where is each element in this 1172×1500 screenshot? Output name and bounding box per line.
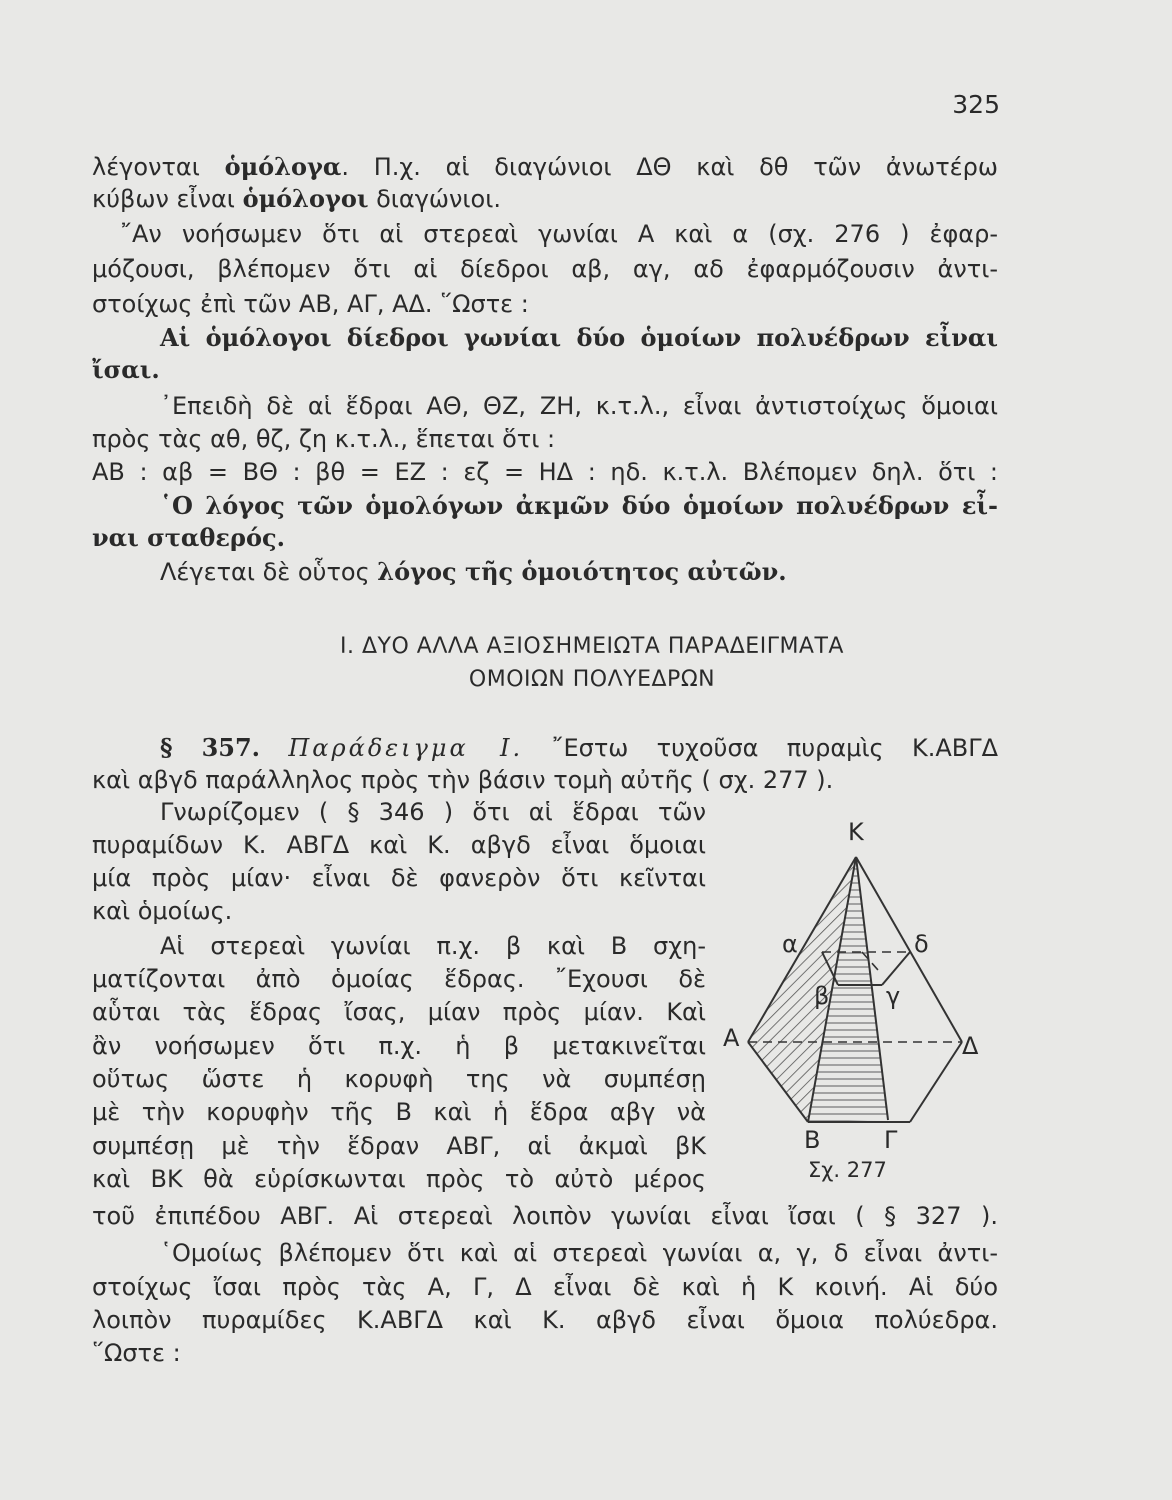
theorem-line: ναι σταθερός. xyxy=(92,523,285,552)
example-line: καὶ αβγδ παράλληλος πρὸς τὴν βάσιν τομὴ αὐτῆς ( σχ. 277 ). xyxy=(92,766,834,794)
label-B: Β xyxy=(804,1126,821,1154)
text-line: μόζουσι, βλέπομεν ὅτι αἱ δίεδροι αβ, αγ, αδ ἐφαρμόζουσιν ἀντι- xyxy=(92,255,998,283)
example-line: συμπέσῃ μὲ τὴν ἕδραν ΑΒΓ, αἱ ἀκμαὶ βΚ xyxy=(92,1132,706,1160)
example-line: τοῦ ἐπιπέδου ΑΒΓ. Αἱ στερεαὶ λοιπὸν γωνίαι εἶναι ἴσαι ( § 327 ). xyxy=(92,1202,998,1230)
text-line: κύβων εἶναι ὁμόλογοι διαγώνιοι. xyxy=(92,184,501,213)
text-line: Λέγεται δὲ οὗτος λόγος τῆς ὁμοιότητος αὐτῶν. xyxy=(160,557,787,586)
example-line: § 357. Παράδειγμα Ι. ῎Εστω τυχοῦσα πυραμὶς Κ.ΑΒΓΔ xyxy=(160,733,998,762)
label-K: Κ xyxy=(848,818,864,846)
label-gamma: γ xyxy=(886,982,901,1010)
theorem-line: ῾Ο λόγος τῶν ὁμολόγων ἀκμῶν δύο ὁμοίων πολυέδρων εἶ- xyxy=(160,491,998,520)
example-line: ἂν νοήσωμεν ὅτι π.χ. ἡ β μετακινεῖται xyxy=(92,1032,706,1060)
pyramid-figure xyxy=(720,812,1000,1162)
text-line: ᾿Επειδὴ δὲ αἱ ἕδραι ΑΘ, ΘΖ, ΖΗ, κ.τ.λ., εἶναι ἀντιστοίχως ὅμοιαι xyxy=(160,392,998,420)
label-delta: δ xyxy=(914,930,929,958)
theorem-line: ἴσαι. xyxy=(92,355,160,384)
example-line: ῞Ωστε : xyxy=(92,1339,181,1367)
example-line: οὕτως ὥστε ἡ κορυφὴ της νὰ συμπέσῃ xyxy=(92,1065,706,1093)
example-line: πυραμίδων Κ. ΑΒΓΔ καὶ Κ. αβγδ εἶναι ὅμοιαι xyxy=(92,831,706,859)
text-line: ΑΒ : αβ = ΒΘ : βθ = ΕΖ : εζ = ΗΔ : ηδ. κ.τ.λ. Βλέπομεν δηλ. ὅτι : xyxy=(92,458,998,486)
figure-caption: Σχ. 277 xyxy=(808,1158,887,1182)
label-beta: β xyxy=(814,982,830,1010)
example-line: ματίζονται ἀπὸ ὁμοίας ἕδρας. ῎Εχουσι δὲ xyxy=(92,965,706,993)
label-A: Α xyxy=(723,1024,740,1052)
label-G: Γ xyxy=(884,1126,898,1154)
label-alpha: α xyxy=(782,930,798,958)
example-line: καὶ ΒΚ θὰ εὑρίσκωνται πρὸς τὸ αὐτὸ μέρος xyxy=(92,1165,706,1193)
example-line: καὶ ὁμοίως. xyxy=(92,897,233,925)
theorem-line: Αἱ ὁμόλογοι δίεδροι γωνίαι δύο ὁμοίων πολυέδρων εἶναι xyxy=(160,323,998,352)
example-line: Γνωρίζομεν ( § 346 ) ὅτι αἱ ἕδραι τῶν xyxy=(160,798,706,826)
text-line: λέγονται ὁμόλογα. Π.χ. αἱ διαγώνιοι ΔΘ καὶ δθ τῶν ἀνωτέρω xyxy=(92,152,998,181)
label-D: Δ xyxy=(962,1032,979,1060)
example-line: στοίχως ἴσαι πρὸς τὰς Α, Γ, Δ εἶναι δὲ καὶ ἡ Κ κοινή. Αἱ δύο xyxy=(92,1273,998,1301)
text-line: πρὸς τὰς αθ, θζ, ζη κ.τ.λ., ἕπεται ὅτι : xyxy=(92,425,556,453)
text-line: στοίχως ἐπὶ τῶν ΑΒ, ΑΓ, ΑΔ. ῞Ωστε : xyxy=(92,290,529,318)
example-line: αὗται τὰς ἕδρας ἴσας, μίαν πρὸς μίαν. Καὶ xyxy=(92,998,706,1026)
example-line: μία πρὸς μίαν· εἶναι δὲ φανερὸν ὅτι κεῖνται xyxy=(92,864,706,892)
example-line: λοιπὸν πυραμίδες Κ.ΑΒΓΔ καὶ Κ. αβγδ εἶναι ὅμοια πολύεδρα. xyxy=(92,1306,998,1334)
page-number: 325 xyxy=(952,90,1000,119)
section-heading: Ι. ΔΥΟ ΑΛΛΑ ΑΞΙΟΣΗΜΕΙΩΤΑ ΠΑΡΑΔΕΙΓΜΑΤΑ xyxy=(340,634,844,659)
example-line: Αἱ στερεαὶ γωνίαι π.χ. β καὶ Β σχη- xyxy=(160,932,706,960)
text-line: ῎Αν νοήσωμεν ὅτι αἱ στερεαὶ γωνίαι Α καὶ α (σχ. 276 ) ἐφαρ- xyxy=(120,220,998,248)
example-line: ῾Ομοίως βλέπομεν ὅτι καὶ αἱ στερεαὶ γωνίαι α, γ, δ εἶναι ἀντι- xyxy=(160,1239,998,1267)
section-heading: ΟΜΟΙΩΝ ΠΟΛΥΕΔΡΩΝ xyxy=(468,667,716,692)
example-line: μὲ τὴν κορυφὴν τῆς Β καὶ ἡ ἕδρα αβγ νὰ xyxy=(92,1098,706,1126)
